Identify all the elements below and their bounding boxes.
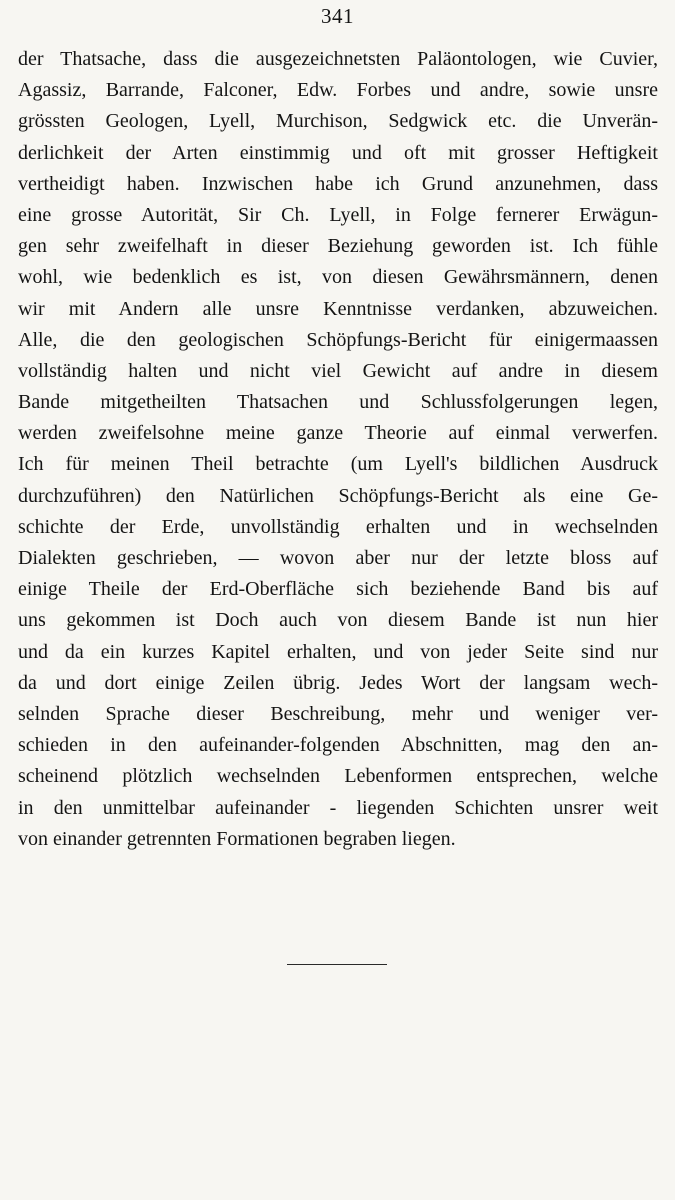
text-line: Dialekten geschrieben, — wovon aber nur der letzte bloss auf [18,547,658,569]
text-line: Ich für meinen Theil betrachte (um Lyell's bildlichen Ausdruck [18,453,658,476]
text-line: von einander getrennten Formationen begraben liegen. [18,827,456,850]
text-line: einige Theile der Erd-Oberfläche sich beziehende Band bis auf [18,578,658,601]
text-line: uns gekommen ist Doch auch von diesem Bande ist nun hier [18,609,658,632]
page-number: 341 [321,4,354,28]
text-line: und da ein kurzes Kapitel erhalten, und von jeder Seite sind nur [18,640,658,663]
text-line: der Thatsache, dass die ausgezeichnetsten Paläontologen, wie Cuvier, [18,48,658,70]
text-line: eine grosse Autorität, Sir Ch. Lyell, in Folge fernerer Erwägun- [18,203,658,226]
text-line: da und dort einige Zeilen übrig. Jedes Wort der langsam wech- [18,671,658,694]
text-line: Alle, die den geologischen Schöpfungs-Bericht für einigermaassen [18,328,658,351]
text-line: wir mit Andern alle unsre Kenntnisse verdanken, abzuweichen. [18,297,658,320]
text-line: vertheidigt haben. Inzwischen habe ich Grund anzunehmen, dass [18,172,658,195]
text-line: vollständig halten und nicht viel Gewicht auf andre in diesem [18,359,658,382]
text-line: derlichkeit der Arten einstimmig und oft mit grosser Heftigkeit [18,141,658,164]
text-line: werden zweifelsohne meine ganze Theorie auf einmal verwerfen. [18,422,658,445]
text-line: selnden Sprache dieser Beschreibung, mehr und weniger ver- [18,702,658,725]
text-line: wohl, wie bedenklich es ist, von diesen Gewährsmännern, denen [18,266,658,289]
text-line: Agassiz, Barrande, Falconer, Edw. Forbes und andre, sowie unsre [18,79,658,102]
text-line: grössten Geologen, Lyell, Murchison, Sedgwick etc. die Unverän- [18,110,658,133]
text-line: in den unmittelbar aufeinander - liegenden Schichten unsrer weit [18,796,658,819]
text-line: schichte der Erde, unvollständig erhalten und in wechselnden [18,515,658,538]
text-line: schieden in den aufeinander-folgenden Abschnitten, mag den an- [18,734,658,757]
text-line: gen sehr zweifelhaft in dieser Beziehung geworden ist. Ich fühle [18,235,658,258]
text-line: Bande mitgetheilten Thatsachen und Schlussfolgerungen legen, [18,391,658,414]
section-divider [287,964,387,965]
text-line: scheinend plötzlich wechselnden Lebenformen entsprechen, welche [18,765,658,788]
text-line: durchzuführen) den Natürlichen Schöpfungs-Bericht als eine Ge- [18,484,658,507]
body-text [18,44,658,855]
